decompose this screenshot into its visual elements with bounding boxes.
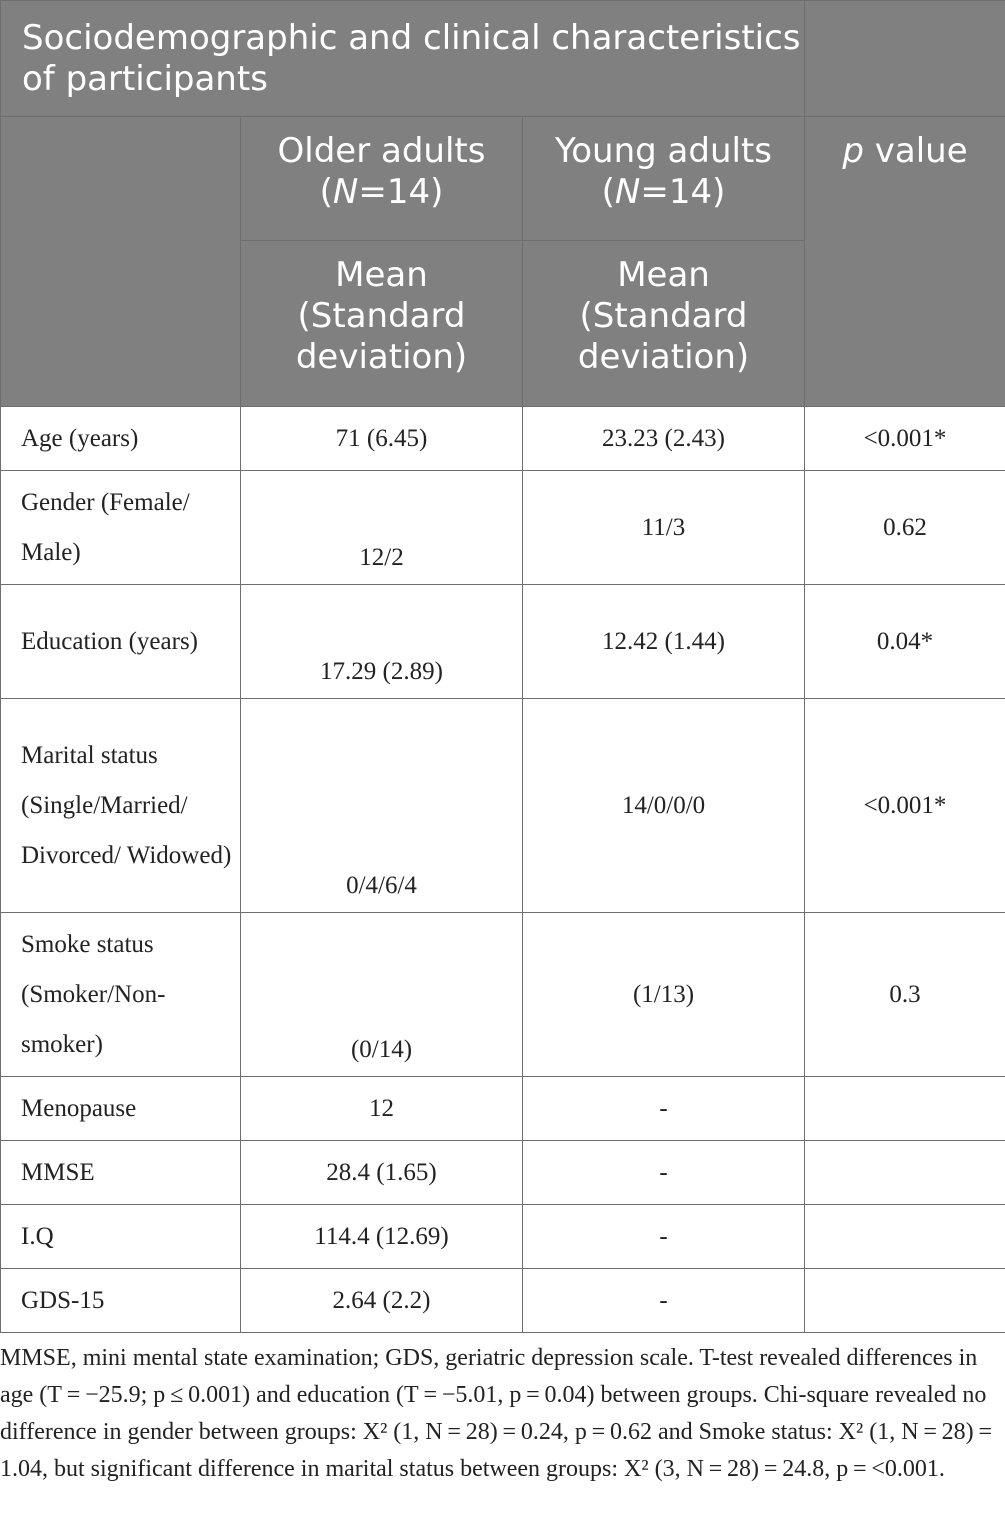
table-row	[1, 407, 1005, 471]
table-row	[1, 471, 1005, 585]
young-value: -	[523, 1269, 805, 1333]
header-empty-cell	[1, 117, 241, 407]
table-footnote	[0, 1340, 1005, 1488]
row-label: Marital status (Single/Married/ Divorced/ Widowed)	[1, 699, 241, 913]
table-title: Sociodemographic and clinical characteristics of participants	[1, 1, 805, 117]
young-value: 14/0/0/0	[523, 699, 805, 913]
row-label: GDS-15	[1, 1269, 241, 1333]
table-row	[1, 1141, 1005, 1205]
subheader-older-mean-sd: Mean (Standard deviation)	[241, 241, 523, 407]
p-value: <0.001*	[805, 699, 1005, 913]
footnote-text: MMSE, mini mental state examination; GDS, geriatric depression scale. T-test revealed differences in age (T = −25.9; p ≤ 0.001) and education (T = −5.01, p = 0.04) between groups. Chi-square revealed no difference in gender between groups: X² (1, N = 28) = 0.24, p = 0.62 and Smoke status: X² (1, N = 28) = 1.04, but significant difference in marital status between groups: X² (3, N = 28) = 24.8, p = <0.001.	[0, 1345, 997, 1482]
older-value: 71 (6.45)	[241, 407, 523, 471]
row-label: Gender (Female/ Male)	[1, 471, 241, 585]
older-value: 17.29 (2.89)	[241, 585, 523, 699]
table-row	[1, 1269, 1005, 1333]
young-value: -	[523, 1141, 805, 1205]
young-value: -	[523, 1205, 805, 1269]
young-value: 23.23 (2.43)	[523, 407, 805, 471]
older-value: 12/2	[241, 471, 523, 585]
row-label: Age (years)	[1, 407, 241, 471]
table-row	[1, 1205, 1005, 1269]
table-row	[1, 699, 1005, 913]
p-value: <0.001*	[805, 407, 1005, 471]
col-p-value: p value	[805, 117, 1005, 407]
young-value: -	[523, 1077, 805, 1141]
row-label: MMSE	[1, 1141, 241, 1205]
table-row	[1, 1077, 1005, 1141]
older-value: 114.4 (12.69)	[241, 1205, 523, 1269]
col-older-adults: Older adults (N=14)	[241, 117, 523, 241]
older-value: (0/14)	[241, 913, 523, 1077]
row-label: I.Q	[1, 1205, 241, 1269]
young-value: (1/13)	[523, 913, 805, 1077]
p-value: 0.3	[805, 913, 1005, 1077]
older-value: 12	[241, 1077, 523, 1141]
p-value: 0.04*	[805, 585, 1005, 699]
p-value	[805, 1269, 1005, 1333]
older-value: 28.4 (1.65)	[241, 1141, 523, 1205]
p-value	[805, 1205, 1005, 1269]
row-label: Education (years)	[1, 585, 241, 699]
col-young-adults: Young adults (N=14)	[523, 117, 805, 241]
older-value: 0/4/6/4	[241, 699, 523, 913]
subheader-young-mean-sd: Mean (Standard deviation)	[523, 241, 805, 407]
young-value: 11/3	[523, 471, 805, 585]
row-label: Menopause	[1, 1077, 241, 1141]
table-row	[1, 913, 1005, 1077]
p-value	[805, 1077, 1005, 1141]
table-row	[1, 585, 1005, 699]
older-value: 2.64 (2.2)	[241, 1269, 523, 1333]
row-label: Smoke status (Smoker/Non-smoker)	[1, 913, 241, 1077]
young-value: 12.42 (1.44)	[523, 585, 805, 699]
title-empty-cell	[805, 1, 1005, 117]
p-value	[805, 1141, 1005, 1205]
p-value: 0.62	[805, 471, 1005, 585]
